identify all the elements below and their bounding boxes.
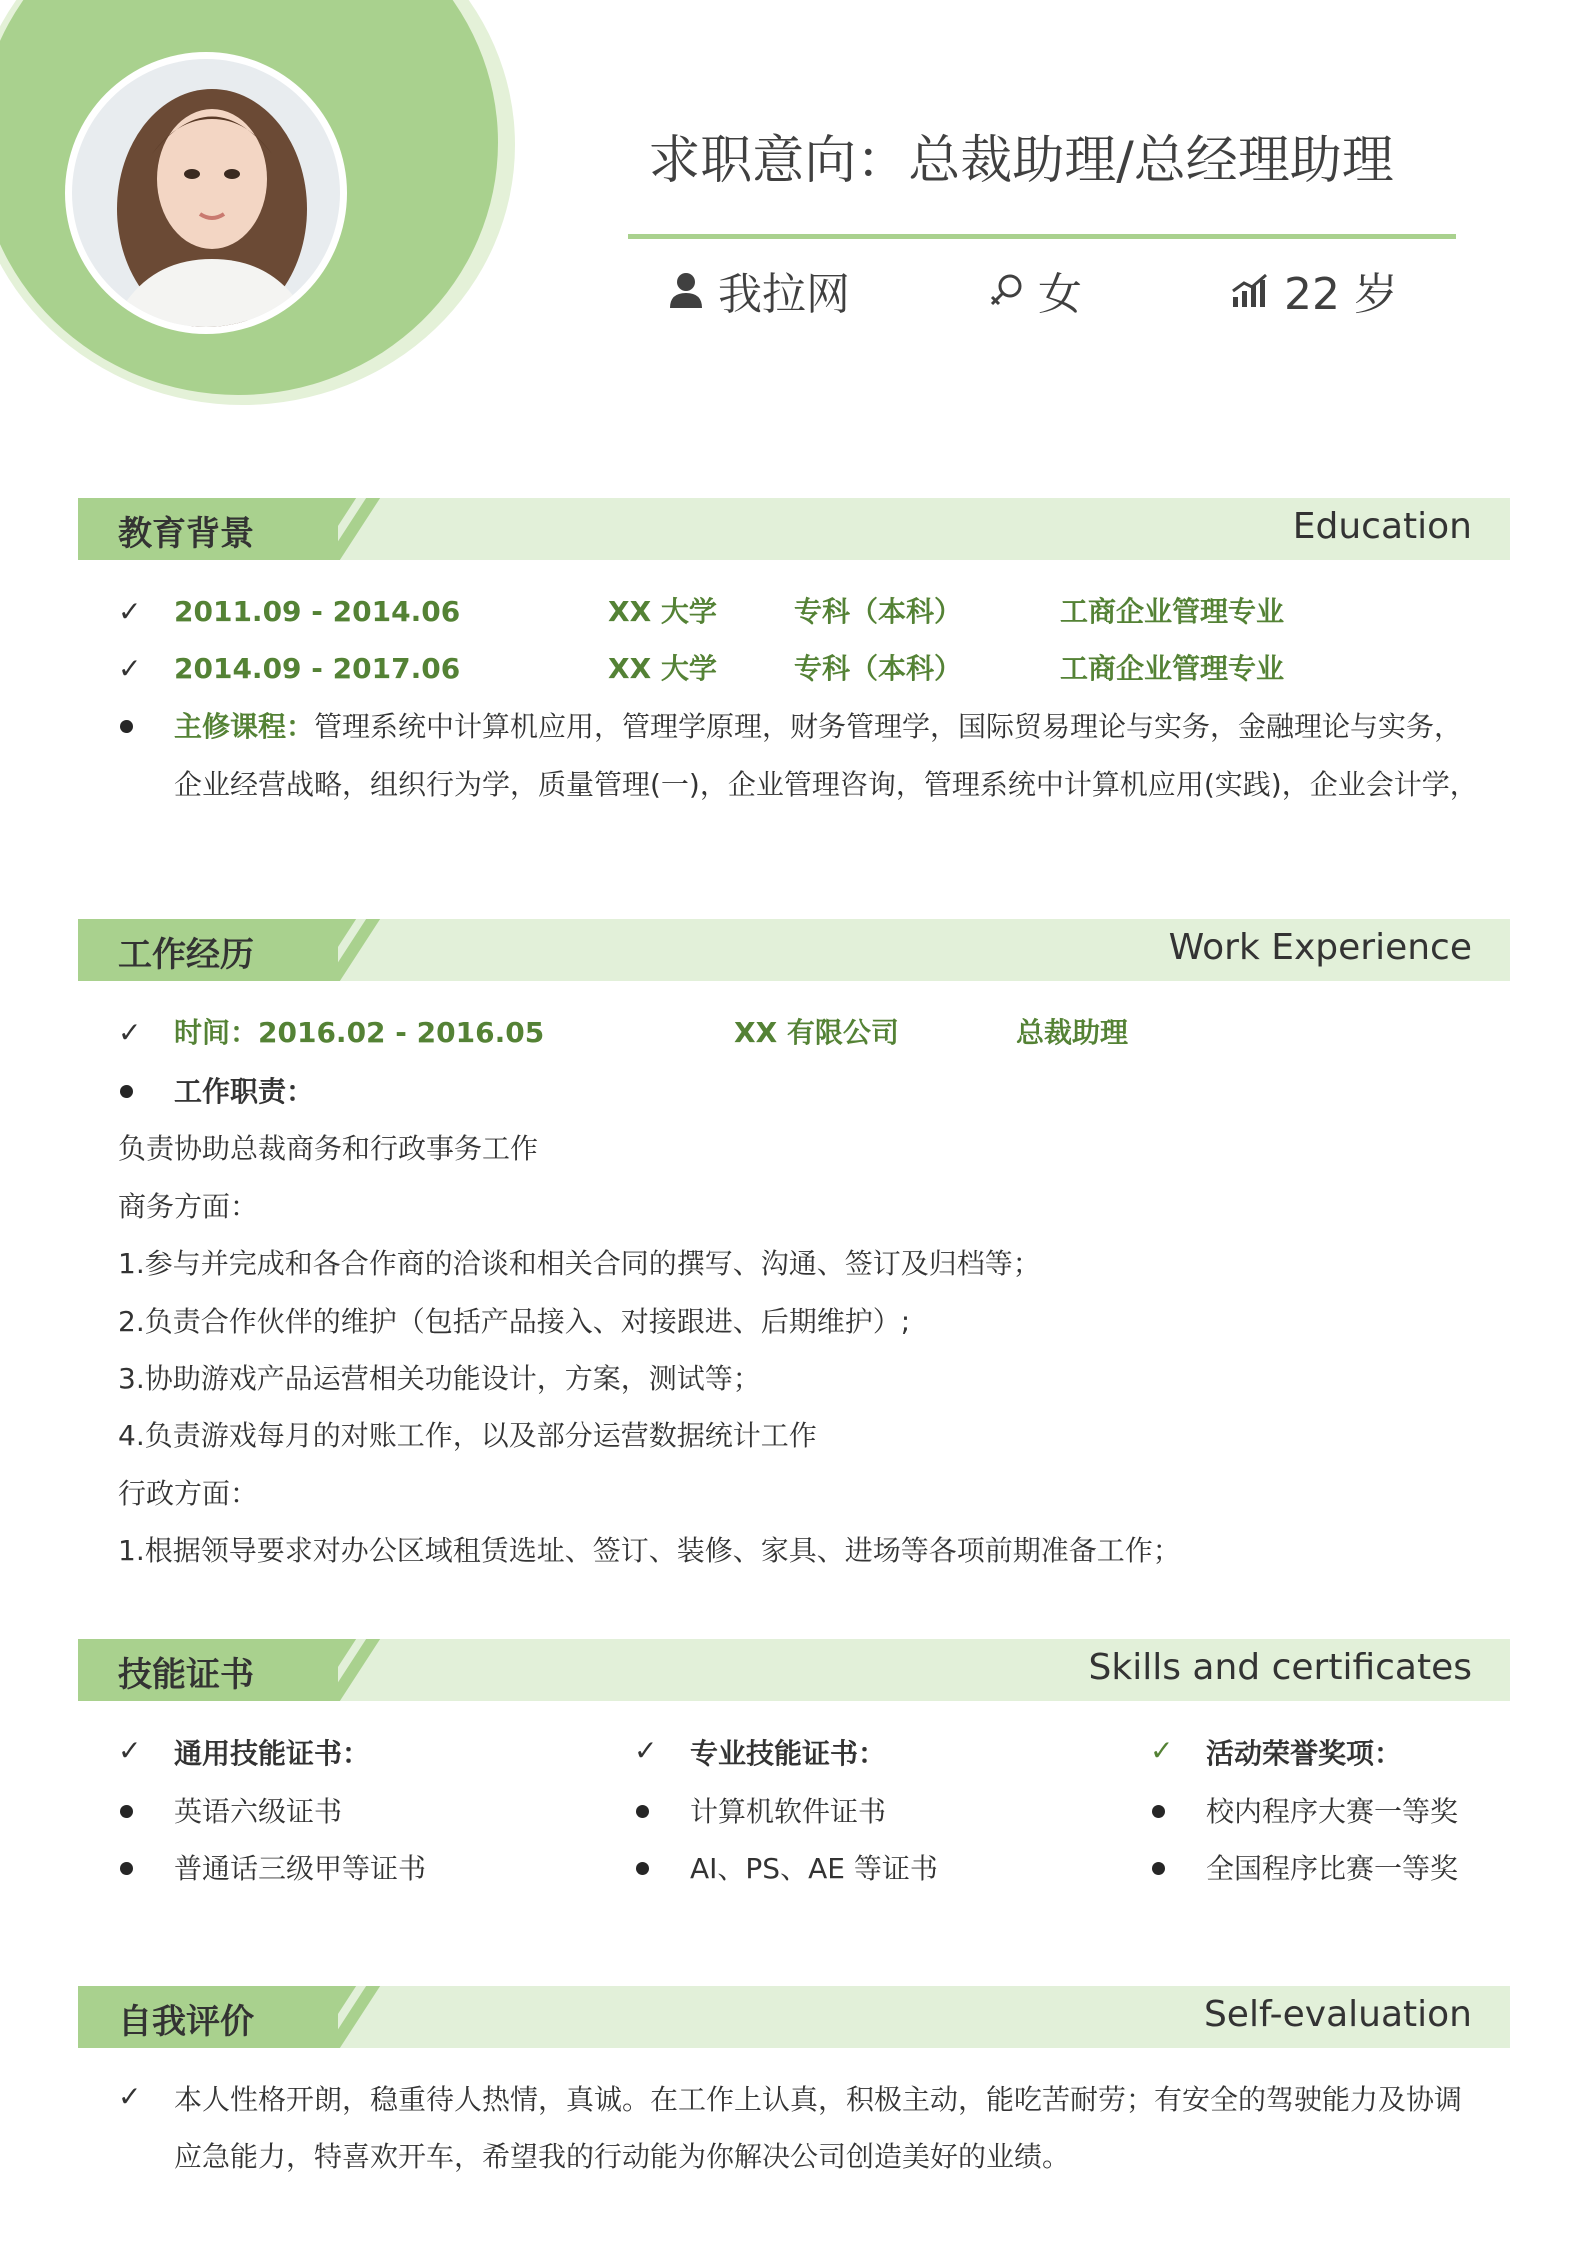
work-line: 4.负责游戏每月的对账工作，以及部分运营数据统计工作 xyxy=(118,1419,817,1452)
age-value: 22 岁 xyxy=(1284,269,1398,320)
check-icon: ✓ xyxy=(118,1016,142,1049)
work-line: 3.协助游戏产品运营相关功能设计，方案，测试等； xyxy=(118,1362,761,1395)
check-icon: ✓ xyxy=(634,1734,658,1767)
duty-label: 工作职责： xyxy=(174,1075,315,1108)
chart-icon xyxy=(1230,271,1270,309)
edu-school: XX 大学 xyxy=(608,652,717,685)
bullet-icon xyxy=(1152,1805,1165,1818)
bullet-icon xyxy=(120,1805,133,1818)
work-line: 行政方面： xyxy=(118,1477,259,1510)
section-title: 教育背景 xyxy=(118,514,254,554)
self-eval-line: 本人性格开朗，稳重待人热情，真诚。在工作上认真，积极主动，能吃苦耐劳；有安全的驾驶能力及协调 xyxy=(174,2083,1463,2116)
edu-period: 2014.09 - 2017.06 xyxy=(174,652,461,685)
skill-item: 普通话三级甲等证书 xyxy=(174,1852,427,1885)
section-title: 自我评价 xyxy=(118,2002,254,2042)
skill-item: 英语六级证书 xyxy=(174,1795,343,1828)
edu-period: 2011.09 - 2014.06 xyxy=(174,595,461,628)
section-header-education xyxy=(78,498,1510,560)
gender-icon xyxy=(988,271,1024,309)
skill-heading: 专业技能证书： xyxy=(690,1737,887,1770)
age-info xyxy=(1230,258,1398,322)
bullet-icon xyxy=(120,1862,133,1875)
bullet-icon xyxy=(120,720,133,733)
avatar xyxy=(72,59,340,327)
edu-major: 工商企业管理专业 xyxy=(1060,595,1285,628)
edu-degree: 专科（本科） xyxy=(794,595,963,628)
check-icon: ✓ xyxy=(118,2080,142,2113)
work-line: 负责协助总裁商务和行政事务工作 xyxy=(118,1132,539,1165)
courses-line: 企业经营战略，组织行为学，质量管理(一)，企业管理咨询，管理系统中计算机应用(实践)，企业会计学， xyxy=(174,768,1478,801)
section-title: 技能证书 xyxy=(118,1655,254,1695)
bullet-icon xyxy=(636,1862,649,1875)
courses-line: 管理系统中计算机应用，管理学原理，财务管理学，国际贸易理论与实务，金融理论与实务， xyxy=(314,710,1463,743)
job-title: 求职意向：总裁助理/总经理助理 xyxy=(648,131,1394,191)
section-header-work xyxy=(78,919,1510,981)
skill-item: 校内程序大赛一等奖 xyxy=(1206,1795,1459,1828)
work-line: 商务方面： xyxy=(118,1190,259,1223)
work-line: 1.根据领导要求对办公区域租赁选址、签订、装修、家具、进场等各项前期准备工作； xyxy=(118,1534,1181,1567)
bullet-icon xyxy=(636,1805,649,1818)
bullet-icon xyxy=(120,1085,133,1098)
check-icon: ✓ xyxy=(1150,1734,1174,1767)
work-line: 2.负责合作伙伴的维护（包括产品接入、对接跟进、后期维护）; xyxy=(118,1305,911,1338)
edu-degree: 专科（本科） xyxy=(794,652,963,685)
gender-info xyxy=(988,258,1082,322)
check-icon: ✓ xyxy=(118,595,142,628)
edu-school: XX 大学 xyxy=(608,595,717,628)
skill-item: AI、PS、AE 等证书 xyxy=(690,1852,938,1885)
work-time: 时间：2016.02 - 2016.05 xyxy=(174,1016,545,1049)
title-underline xyxy=(628,234,1456,239)
gender-value: 女 xyxy=(1038,269,1082,320)
section-title: 工作经历 xyxy=(118,935,254,975)
name-value: 我拉网 xyxy=(718,269,850,320)
work-company: XX 有限公司 xyxy=(734,1016,899,1049)
skill-heading: 活动荣誉奖项： xyxy=(1206,1737,1403,1770)
name-info xyxy=(668,258,850,322)
skill-heading: 通用技能证书： xyxy=(174,1737,371,1770)
self-eval-line: 应急能力，特喜欢开车，希望我的行动能为你解决公司创造美好的业绩。 xyxy=(174,2140,1071,2173)
section-title-en: Self-evaluation xyxy=(1203,1994,1472,2035)
section-header-self-eval xyxy=(78,1986,1510,2048)
section-title-en: Work Experience xyxy=(1168,927,1472,968)
check-icon: ✓ xyxy=(118,1734,142,1767)
section-title-en: Education xyxy=(1292,506,1472,547)
skill-item: 全国程序比赛一等奖 xyxy=(1206,1852,1459,1885)
bullet-icon xyxy=(1152,1862,1165,1875)
work-line: 1.参与并完成和各合作商的洽谈和相关合同的撰写、沟通、签订及归档等； xyxy=(118,1247,1041,1280)
user-icon xyxy=(668,271,704,309)
courses xyxy=(174,707,1462,747)
section-header-skills xyxy=(78,1639,1510,1701)
skill-item: 计算机软件证书 xyxy=(690,1795,887,1828)
work-position: 总裁助理 xyxy=(1016,1016,1129,1049)
section-title-en: Skills and certificates xyxy=(1088,1647,1472,1688)
check-icon: ✓ xyxy=(118,652,142,685)
courses-label: 主修课程： xyxy=(174,710,315,743)
edu-major: 工商企业管理专业 xyxy=(1060,652,1285,685)
